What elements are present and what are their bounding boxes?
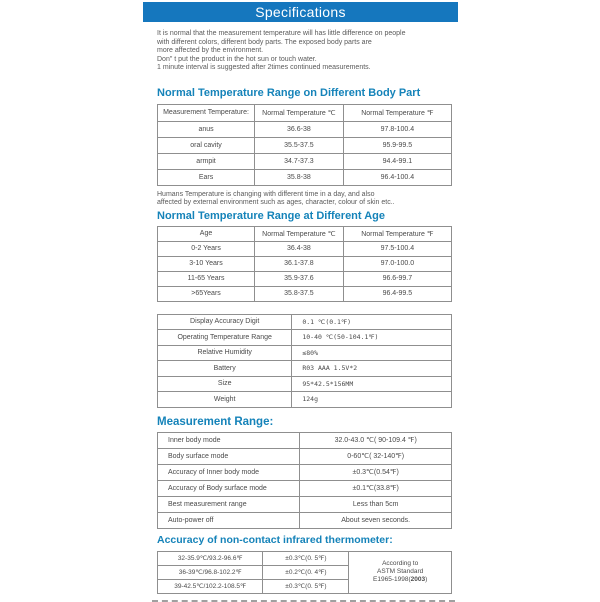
spec-label: Size (158, 376, 292, 392)
column-header: Normal Temperature ℉ (343, 226, 451, 241)
table-cell: 0-2 Years (158, 241, 255, 256)
column-header: Age (158, 226, 255, 241)
intro-line: Don" t put the product in the hot sun or touch water. (157, 55, 317, 63)
table-cell: 36.6-38 (255, 121, 344, 137)
range-cell: 36-39℃/96.8-102.2℉ (158, 565, 263, 579)
astm-ref-close: ) (425, 576, 428, 583)
table-cell: 95.9-99.5 (343, 137, 451, 153)
column-header: Normal Temperature ℃ (255, 104, 344, 121)
table-row (158, 286, 452, 301)
table-row (158, 392, 452, 408)
spec-value: 0-60℃( 32-140℉) (300, 448, 452, 464)
table-row (158, 345, 452, 361)
table-row (158, 137, 452, 153)
spec-value: 10-40 ℃(50-104.1℉) (292, 330, 452, 346)
column-header: Measurement Temperature: (158, 104, 255, 121)
table-cell: >65Years (158, 286, 255, 301)
table-row (158, 551, 452, 565)
table-cell: 11-65 Years (158, 271, 255, 286)
section-heading-measurement-range: Measurement Range: (157, 415, 274, 428)
table-row (158, 169, 452, 185)
table-cell: oral cavity (158, 137, 255, 153)
device-specs-table (157, 314, 452, 408)
spec-value: ±0.3℃(0.54℉) (300, 464, 452, 480)
table-row (158, 376, 452, 392)
table-row (158, 121, 452, 137)
spec-value: 32.0-43.0 ℃( 90-109.4 ℉) (300, 432, 452, 448)
table-row (158, 361, 452, 377)
table-cell: armpit (158, 153, 255, 169)
astm-note-cell (349, 551, 452, 593)
table-row (158, 256, 452, 271)
table-header-row (158, 226, 452, 241)
column-header: Normal Temperature ℃ (255, 226, 344, 241)
spec-value: 124g (292, 392, 452, 408)
spec-value: R03 AAA 1.5V*2 (292, 361, 452, 377)
table-row (158, 496, 452, 512)
spec-label: Relative Humidity (158, 345, 292, 361)
section-heading-body-part: Normal Temperature Range on Different Body Part (157, 86, 421, 99)
spec-label: Auto-power off (158, 512, 300, 528)
table-cell: anus (158, 121, 255, 137)
section-heading-age: Normal Temperature Range at Different Age (157, 209, 385, 222)
table-cell: 35.8-38 (255, 169, 344, 185)
astm-note-line: According to (382, 560, 419, 567)
spec-label: Accuracy of Body surface mode (158, 480, 300, 496)
body-part-table (157, 104, 452, 186)
measurement-range-table (157, 432, 452, 529)
age-note-paragraph (157, 191, 452, 208)
table-cell: 96.6-99.7 (343, 271, 451, 286)
table-cell: 96.4-99.5 (343, 286, 451, 301)
note-line: Humans Temperature is changing with different time in a day, and also (157, 190, 375, 198)
astm-ref-year: 2003 (410, 576, 426, 583)
table-cell: 3-10 Years (158, 256, 255, 271)
spec-value: About seven seconds. (300, 512, 452, 528)
accuracy-table (157, 551, 452, 594)
table-row (158, 432, 452, 448)
page-title: Specifications (143, 2, 458, 22)
intro-line: It is normal that the measurement temperature will has little difference on people (157, 30, 406, 37)
table-row (158, 512, 452, 528)
table-header-row (158, 104, 452, 121)
intro-line: more affected by the environment. (157, 47, 264, 54)
section-heading-accuracy: Accuracy of non-contact infrared thermometer: (157, 533, 393, 546)
note-line: affected by external environment such as ages, character, colour of skin etc.. (157, 199, 395, 206)
table-cell: 34.7-37.3 (255, 153, 344, 169)
table-cell: 35.5-37.5 (255, 137, 344, 153)
table-cell: 94.4-99.1 (343, 153, 451, 169)
page-content (143, 30, 452, 602)
spec-value: ≤80% (292, 345, 452, 361)
table-cell: 97.5-100.4 (343, 241, 451, 256)
spec-value: ±0.1℃(33.8℉) (300, 480, 452, 496)
spec-sheet-page (143, 0, 458, 602)
table-row (158, 448, 452, 464)
intro-line: 1 minute interval is suggested after 2times continued measurements. (157, 64, 371, 71)
intro-line: with different colors, different body parts. The exposed body parts are (157, 38, 372, 46)
astm-ref: E1965-1998( (373, 576, 411, 583)
accuracy-cell: ±0.3℃(0. 5℉) (263, 551, 349, 565)
spec-label: Weight (158, 392, 292, 408)
table-row (158, 241, 452, 256)
accuracy-cell: ±0.3℃(0. 5℉) (263, 579, 349, 593)
accuracy-cell: ±0.2℃(0. 4℉) (263, 565, 349, 579)
table-row (158, 153, 452, 169)
range-cell: 39-42.5℃/102.2-108.5℉ (158, 579, 263, 593)
table-cell: 97.0-100.0 (343, 256, 451, 271)
table-cell: 35.9-37.6 (255, 271, 344, 286)
spec-label: Inner body mode (158, 432, 300, 448)
age-table (157, 226, 452, 302)
spec-label: Operating Temperature Range (158, 330, 292, 346)
spec-label: Display Accuracy Digit (158, 314, 292, 330)
spec-label: Best measurement range (158, 496, 300, 512)
table-row (158, 330, 452, 346)
table-row (158, 464, 452, 480)
table-cell: 36.1-37.8 (255, 256, 344, 271)
table-row (158, 271, 452, 286)
intro-paragraph (157, 30, 452, 73)
column-header: Normal Temperature ℉ (343, 104, 451, 121)
spec-label: Body surface mode (158, 448, 300, 464)
table-cell: 97.8-100.4 (343, 121, 451, 137)
range-cell: 32-35.9℃/93.2-96.6℉ (158, 551, 263, 565)
table-cell: 35.8-37.5 (255, 286, 344, 301)
table-row (158, 480, 452, 496)
spec-label: Accuracy of Inner body mode (158, 464, 300, 480)
table-row (158, 314, 452, 330)
astm-note-line: ASTM Standard (377, 568, 424, 575)
table-cell: Ears (158, 169, 255, 185)
spec-label: Battery (158, 361, 292, 377)
table-cell: 36.4-38 (255, 241, 344, 256)
spec-value: 95*42.5*156MM (292, 376, 452, 392)
spec-value: Less than 5cm (300, 496, 452, 512)
spec-value: 0.1 ℃(0.1℉) (292, 314, 452, 330)
table-cell: 96.4-100.4 (343, 169, 451, 185)
